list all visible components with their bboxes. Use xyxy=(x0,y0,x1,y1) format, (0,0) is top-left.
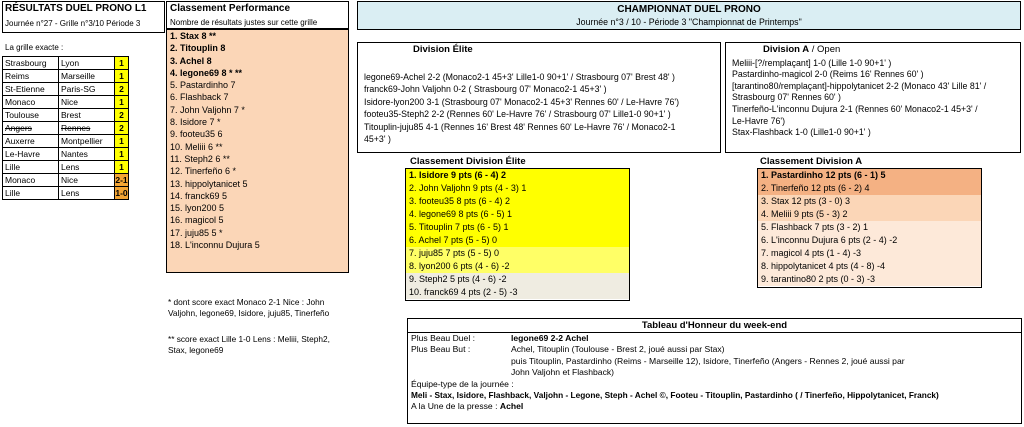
rank-row: 10. franck69 4 pts (2 - 5) -3 xyxy=(406,286,629,299)
result-value: 1 xyxy=(115,148,129,161)
diva-duel: Tinerfeño-L'inconnu Dujura 2-1 (Rennes 60' Monaco2-1 45+3' / xyxy=(732,103,978,114)
duel-value: legone69 2-2 Achel xyxy=(511,333,589,343)
perf-item: 3. Achel 8 xyxy=(170,55,212,66)
grid-row xyxy=(3,148,129,161)
champ-header xyxy=(357,1,1021,30)
but-line-3: John Valjohn et Flashback) xyxy=(511,367,615,378)
perf-item: 14. franck69 5 xyxy=(170,190,228,201)
rank-row: 2. Tinerfeño 12 pts (6 - 2) 4 xyxy=(758,182,981,195)
elite-panel xyxy=(357,42,721,153)
perf-item: 4. legone69 8 * ** xyxy=(170,67,243,78)
grid-row xyxy=(3,57,129,70)
perf-header xyxy=(166,1,349,29)
duel-label: Plus Beau Duel : xyxy=(411,333,476,343)
perf-note-2: ** score exact Lille 1-0 Lens : Meliii, Steph2, Stax, legone69 xyxy=(168,334,330,355)
result-value: 1 xyxy=(115,57,129,70)
perf-item: 8. Isidore 7 * xyxy=(170,117,221,128)
grid-row xyxy=(3,96,129,109)
home-team: Auxerre xyxy=(3,135,59,148)
rank-row: 6. L'inconnu Dujura 6 pts (2 - 4) -2 xyxy=(758,234,981,247)
but-label: Plus Beau But : xyxy=(411,344,471,355)
presse-label: A la Une de la presse : xyxy=(411,401,498,412)
honneur-title: Tableau d'Honneur du week-end xyxy=(408,319,1021,333)
perf-subtitle: Nombre de résultats justes sur cette grille xyxy=(170,18,318,27)
diva-title-suffix: / Open xyxy=(809,44,841,55)
result-value: 2 xyxy=(115,122,129,135)
result-value: 2-1 xyxy=(115,175,128,185)
away-team: Lyon xyxy=(59,57,115,70)
home-team: Lille xyxy=(3,161,59,174)
grid-row xyxy=(3,70,129,83)
perf-item: 11. Steph2 6 ** xyxy=(170,153,230,164)
grid-row xyxy=(3,122,129,135)
but-line-1: Achel, Titouplin (Toulouse - Brest 2, joué aussi par Stax) xyxy=(511,344,725,355)
away-team: Nantes xyxy=(59,148,115,161)
champ-title: CHAMPIONNAT DUEL PRONO xyxy=(617,4,761,15)
rank-row: 9. tarantino80 2 pts (0 - 3) -3 xyxy=(758,273,981,286)
rank-a-table xyxy=(757,168,982,288)
equipe-label: Équipe-type de la journée : xyxy=(411,378,514,389)
perf-item: 7. John Valjohn 7 * xyxy=(170,104,245,115)
rank-row: 6. Achel 7 pts (5 - 5) 0 xyxy=(406,234,629,247)
rank-row: 7. juju85 7 pts (5 - 5) 0 xyxy=(406,247,629,260)
results-subtitle: Journée n°27 - Grille n°3/10 Période 3 xyxy=(5,19,141,28)
home-team: Strasbourg xyxy=(3,57,59,70)
equipe-value: Meli - Stax, Isidore, Flashback, Valjohn - Legone, Steph - Achel ©, Footeu - Titouplin, Pastardinho ( / Tinerfeño, Hippolytanicet, Franck) xyxy=(411,390,939,401)
perf-note-1: * dont score exact Monaco 2-1 Nice : John Valjohn, legone69, Isidore, juju85, Tinerfeño xyxy=(168,297,330,318)
rank-row: 1. Isidore 9 pts (6 - 4) 2 xyxy=(406,169,629,182)
rank-row: 9. Steph2 5 pts (4 - 6) -2 xyxy=(406,273,629,286)
results-grid xyxy=(2,56,129,200)
home-team: Angers xyxy=(3,122,59,135)
home-team: Monaco xyxy=(3,174,59,187)
away-team: Paris-SG xyxy=(59,83,115,96)
rank-row: 7. magicol 4 pts (1 - 4) -3 xyxy=(758,247,981,260)
result-value: 1 xyxy=(115,161,129,174)
home-team: Reims xyxy=(3,70,59,83)
home-team: Le-Havre xyxy=(3,148,59,161)
away-team: Montpellier xyxy=(59,135,115,148)
rank-row: 1. Pastardinho 12 pts (6 - 1) 5 xyxy=(758,169,981,182)
honneur-panel xyxy=(407,318,1022,424)
perf-item: 15. lyon200 5 xyxy=(170,203,225,214)
away-team: Lens xyxy=(59,187,115,200)
rank-row: 5. Flashback 7 pts (3 - 2) 1 xyxy=(758,221,981,234)
home-team: Monaco xyxy=(3,96,59,109)
rank-row: 4. Meliii 9 pts (5 - 3) 2 xyxy=(758,208,981,221)
away-team: Nice xyxy=(59,96,115,109)
perf-item: 13. hippolytanicet 5 xyxy=(170,178,248,189)
grid-row xyxy=(3,187,129,200)
perf-item: 17. juju85 5 * xyxy=(170,227,223,238)
home-team: St-Etienne xyxy=(3,83,59,96)
perf-item: 10. Meliii 6 ** xyxy=(170,141,223,152)
results-title: RÉSULTATS DUEL PRONO L1 xyxy=(5,3,147,14)
rank-row: 5. Titouplin 7 pts (6 - 5) 1 xyxy=(406,221,629,234)
champ-subtitle: Journée n°3 / 10 - Période 3 "Championnat de Printemps" xyxy=(576,17,802,27)
away-team: Marseille xyxy=(59,70,115,83)
rank-elite-table xyxy=(405,168,630,301)
elite-duel: franck69-John Valjohn 0-2 ( Strasbourg 07' Monaco2-1 45+3' ) xyxy=(364,84,607,94)
grid-row xyxy=(3,83,129,96)
result-value: 1 xyxy=(115,70,129,83)
diva-duel: Pastardinho-magicol 2-0 (Reims 16' Rennes 60' ) xyxy=(732,69,924,80)
perf-item: 18. L'inconnu Dujura 5 xyxy=(170,240,260,251)
away-team: Rennes xyxy=(59,122,115,135)
home-team: Lille xyxy=(3,187,59,200)
diva-duel: Meliii-[?/remplaçant] 1-0 (Lille 1-0 90+1' ) xyxy=(732,57,892,68)
elite-title: Division Élite xyxy=(413,44,473,55)
diva-duel: [tarantino80/remplaçant]-hippolytanicet 2-2 (Monaco 43' Lille 81' / xyxy=(732,80,987,91)
rank-row: 3. Stax 12 pts (3 - 0) 3 xyxy=(758,195,981,208)
perf-item: 2. Titouplin 8 xyxy=(170,43,226,54)
rank-row: 2. John Valjohn 9 pts (4 - 3) 1 xyxy=(406,182,629,195)
presse-value: Achel xyxy=(499,401,524,412)
result-value: 1 xyxy=(115,96,129,109)
perf-item: 6. Flashback 7 xyxy=(170,92,229,103)
rank-row: 8. hippolytanicet 4 pts (4 - 8) -4 xyxy=(758,260,981,273)
elite-duel: legone69-Achel 2-2 (Monaco2-1 45+3' Lille1-0 90+1' / Strasbourg 07' Brest 48' ) xyxy=(364,71,675,82)
result-value: 2 xyxy=(115,83,129,96)
rank-elite-title: Classement Division Élite xyxy=(410,156,526,167)
grid-row xyxy=(3,135,129,148)
away-team: Lens xyxy=(59,161,115,174)
rank-row: 4. legone69 8 pts (6 - 5) 1 xyxy=(406,208,629,221)
result-value: 1-0 xyxy=(115,188,128,198)
grid-row xyxy=(3,109,129,122)
result-value: 2 xyxy=(115,109,129,122)
diva-duels xyxy=(726,58,1020,139)
perf-item: 9. footeu35 6 xyxy=(170,129,223,140)
diva-panel xyxy=(725,42,1021,153)
rank-row: 3. footeu35 8 pts (6 - 4) 2 xyxy=(406,195,629,208)
perf-item: 16. magicol 5 xyxy=(170,215,224,226)
elite-duel: footeu35-Steph2 2-2 (Rennes 60' Le-Havre 76' / Strasbourg 07' Lille1-0 90+1' ) xyxy=(364,109,671,119)
but-line-2: puis Titouplin, Pastardinho (Reims - Marseille 12), Isidore, Tinerfeño (Angers - Rennes 2, joué aussi par xyxy=(511,355,905,366)
diva-duel: Stax-Flashback 1-0 (Lille1-0 90+1' ) xyxy=(732,127,871,138)
results-panel xyxy=(2,1,165,33)
home-team: Toulouse xyxy=(3,109,59,122)
diva-title: Division A xyxy=(763,44,810,55)
grid-row xyxy=(3,174,129,187)
result-value: 1 xyxy=(115,135,129,148)
grid-label: La grille exacte : xyxy=(5,43,64,52)
diva-duel: Strasbourg 07' Rennes 60' ) xyxy=(732,92,841,103)
rank-row: 8. lyon200 6 pts (4 - 6) -2 xyxy=(406,260,629,273)
diva-duel: Le-Havre 76') xyxy=(732,115,786,126)
perf-title: Classement Performance xyxy=(170,3,291,14)
perf-item: 1. Stax 8 ** xyxy=(170,31,217,41)
perf-list xyxy=(166,29,349,273)
elite-duel: Isidore-lyon200 3-1 (Strasbourg 07' Monaco2-1 45+3' Rennes 60' / Le-Havre 76') xyxy=(364,96,680,107)
elite-duels xyxy=(358,71,720,146)
perf-item: 12. Tinerfeño 6 * xyxy=(170,166,237,177)
grid-row xyxy=(3,161,129,174)
away-team: Nice xyxy=(59,174,115,187)
elite-duel: Titouplin-juju85 4-1 (Rennes 16' Brest 48' Rennes 60' Le-Havre 76' / Monaco2-1 xyxy=(364,121,676,132)
elite-duel: 45+3' ) xyxy=(364,134,391,144)
rank-a-title: Classement Division A xyxy=(760,156,863,167)
away-team: Brest xyxy=(59,109,115,122)
perf-item: 5. Pastardinho 7 xyxy=(170,80,236,91)
